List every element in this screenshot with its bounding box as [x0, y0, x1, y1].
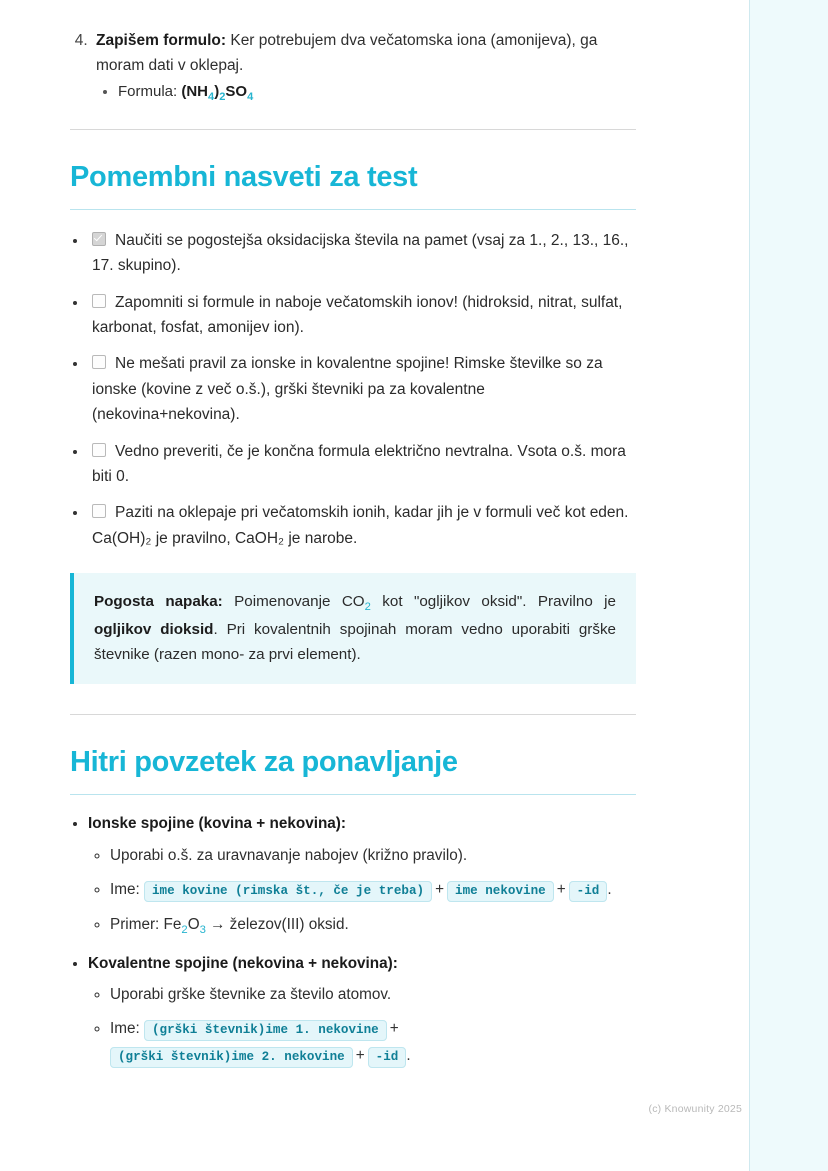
- callout-text-1: Poimenovanje CO: [222, 593, 365, 611]
- formula-bullet-list: [96, 80, 636, 107]
- checkbox-icon[interactable]: [92, 232, 106, 246]
- naming-suffix: .: [406, 1046, 411, 1064]
- example-prefix: Primer: Fe: [110, 916, 182, 934]
- list-item: [88, 500, 636, 551]
- document-content: [70, 28, 636, 1070]
- token-chip: (grški števnik)ime 1. nekovine: [144, 1020, 387, 1041]
- example-sub-1: 2: [181, 924, 188, 937]
- list-item: [88, 439, 636, 490]
- list-item: [110, 878, 636, 904]
- example-mid: O: [187, 916, 200, 934]
- formula-value: $(NH_4)_2SO_4$: [181, 83, 254, 104]
- naming-prefix: Ime:: [110, 1020, 144, 1038]
- tip-text: Paziti na oklepaje pri večatomskih ionih, kadar jih je v formuli več kot eden. Ca(OH)₂ je pravilno, CaOH₂ je narobe.: [92, 504, 629, 547]
- token-chip: -id: [569, 881, 608, 902]
- token-chip: ime nekovine: [447, 881, 554, 902]
- tips-checklist: [70, 228, 636, 551]
- tip-text: Naučiti se pogostejša oksidacijska števila na pamet (vsaj za 1., 2., 13., 16., 17. skupino).: [92, 231, 629, 275]
- list-item: [118, 80, 636, 107]
- token-chip: ime kovine (rimska št., če je treba): [144, 881, 432, 902]
- summary-text: Uporabi o.š. za uravnavanje nabojev (križno pravilo).: [110, 846, 468, 864]
- summary-sublist: [88, 983, 636, 1070]
- callout-subscript: 2: [364, 601, 371, 614]
- steps-list: [70, 28, 636, 107]
- token-chip: (grški števnik)ime 2. nekovine: [110, 1047, 353, 1068]
- plus-sign: +: [556, 880, 566, 898]
- list-item: [88, 952, 636, 1070]
- title-underline: [70, 794, 636, 795]
- callout-text-2: kot "ogljikov oksid". Pravilno je: [370, 593, 617, 611]
- tip-text: Zapomniti si formule in naboje večatomskih ionov! (hidroksid, nitrat, sulfat, karbonat, fosfat, amonijev ion).: [92, 293, 623, 336]
- callout-label: Pogosta napaka:: [94, 593, 223, 611]
- title-underline: [70, 209, 636, 210]
- footer-copyright: (c) Knowunity 2025: [648, 1103, 742, 1115]
- list-item: [92, 28, 636, 107]
- list-item: [88, 351, 636, 427]
- naming-prefix: Ime:: [110, 880, 144, 898]
- checkbox-icon[interactable]: [92, 294, 106, 308]
- list-item: [110, 844, 636, 869]
- list-item: [110, 913, 636, 939]
- example-suffix: → železov(III) oksid.: [205, 916, 349, 934]
- summary-text: Uporabi grške števnike za število atomov.: [110, 986, 392, 1004]
- section-title-summary: Hitri povzetek za ponavljanje: [70, 746, 458, 779]
- example-sub-2: 3: [199, 924, 206, 937]
- step-text: Ker potrebujem dva večatomska iona (amonijeva), ga moram dati v oklepaj.: [96, 32, 598, 75]
- checkbox-icon[interactable]: [92, 355, 106, 369]
- list-item: [110, 1017, 636, 1070]
- tip-text: Ne mešati pravil za ionske in kovalentne spojine! Rimske številke so za ionske (kovine z več o.š.), grški števniki pa za kovalentne (nekovina+nekovina).: [92, 355, 603, 424]
- plus-sign: +: [389, 1020, 399, 1038]
- naming-suffix: .: [607, 880, 612, 898]
- formula-label: Formula:: [118, 83, 182, 101]
- list-item: [110, 983, 636, 1008]
- callout-text-3: . Pri kovalentnih spojinah moram vedno uporabiti grške števnike (razen mono- za prvi element).: [94, 620, 616, 664]
- right-margin-strip: [749, 0, 828, 1171]
- tip-text: Vedno preveriti, če je končna formula električno nevtralna. Vsota o.š. mora biti 0.: [92, 442, 626, 486]
- summary-list: [70, 812, 636, 1070]
- step-label: Zapišem formulo:: [96, 32, 227, 49]
- list-item: [88, 290, 636, 341]
- group-lead: Ionske spojine (kovina + nekovina):: [88, 815, 346, 833]
- section-title-tips: Pomembni nasveti za test: [70, 160, 418, 193]
- group-lead: Kovalentne spojine (nekovina + nekovina):: [88, 954, 398, 972]
- callout-bold-term: ogljikov dioksid: [94, 620, 214, 638]
- list-item: [88, 228, 636, 279]
- checkbox-icon[interactable]: [92, 504, 106, 518]
- summary-sublist: [88, 844, 636, 940]
- token-chip: -id: [368, 1047, 407, 1068]
- plus-sign: +: [355, 1046, 365, 1064]
- checkbox-icon[interactable]: [92, 443, 106, 457]
- plus-sign: +: [435, 880, 445, 898]
- divider: [70, 714, 636, 715]
- list-item: [88, 812, 636, 939]
- divider: [70, 129, 636, 130]
- common-mistake-callout: [70, 573, 636, 684]
